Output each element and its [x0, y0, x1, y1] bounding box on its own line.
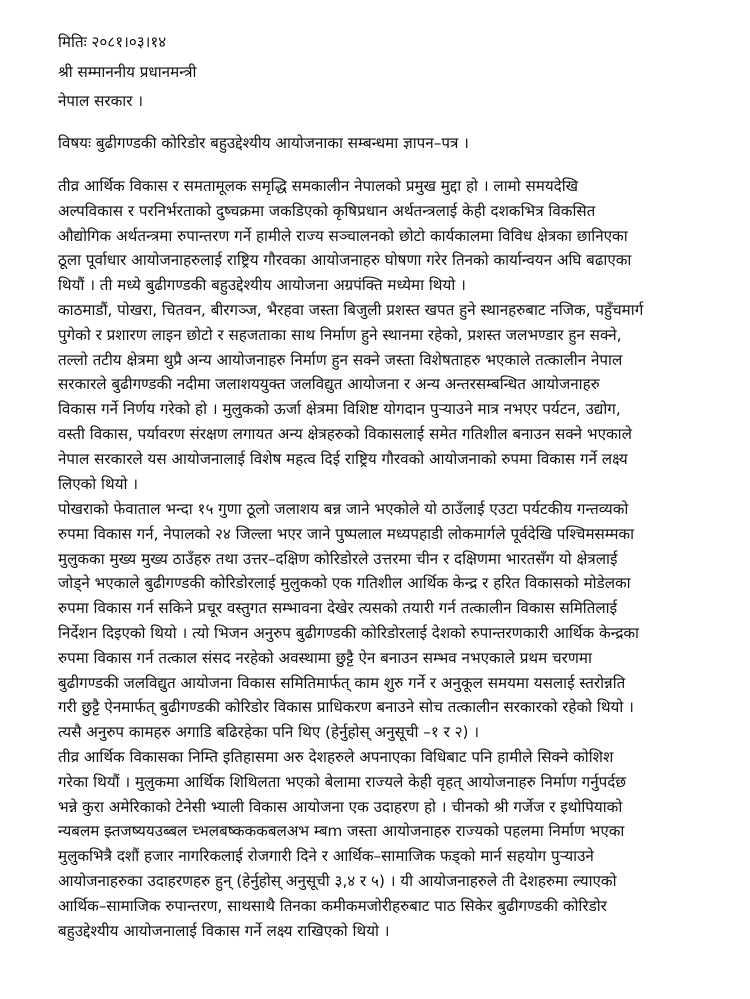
recipient-title: श्री सम्माननीय प्रधानमन्त्री — [58, 63, 197, 81]
paragraph-line: नेपाल सरकारले यस आयोजनालाई विशेष महत्व दिई राष्ट्रिय गौरवको आयोजनाको रुपमा विकास गर्ने लक्ष्य — [58, 449, 628, 468]
paragraph-line: लिएको थियो । — [58, 474, 139, 493]
paragraph-line: औद्योगिक अर्थतन्त्रमा रुपान्तरण गर्ने हामीले राज्य सञ्चालनको छोटो कार्यकालमा विविध क्षेत्रका छानिएका — [58, 226, 628, 245]
paragraph-line: अल्पविकास र परनिर्भरताको दुष्चक्रमा जकडिएको कृषिप्रधान अर्थतन्त्रलाई केही दशकभित्र विकसित — [58, 201, 596, 220]
paragraph-line: पोखराको फेवाताल भन्दा १५ गुणा ठूलो जलाशय बन्न जाने भएकोले यो ठाउँलाई एउटा पर्यटकीय गन्तव्यको — [58, 500, 629, 518]
paragraph-line: मुलुकभित्रै दशौं हजार नागरिकलाई रोजगारी दिने र आर्थिक–सामाजिक फड्को मार्न सहयोग पुर्‍याउने — [58, 847, 594, 866]
subject-line: विषयः बुढीगण्डकी कोरिडोर बहुउद्देश्यीय आयोजनाका सम्बन्धमा ज्ञापन–पत्र । — [58, 134, 469, 152]
paragraph-line: बहुउद्देश्यीय आयोजनालाई विकास गर्ने लक्ष्य राखिएको थियो । — [58, 921, 390, 940]
paragraph-line: त्यसै अनुरुप कामहरु अगाडि बढिरहेका पनि थिए (हेर्नुहोस् अनुसूची –१ र २) । — [58, 723, 480, 742]
recipient-org: नेपाल सरकार । — [58, 92, 143, 110]
paragraph-line: रुपमा विकास गर्न, नेपालको २४ जिल्ला भएर जाने पुष्पलाल मध्यपहाडी लोकमार्गले पूर्वदेखि पश्चिमसम्मका — [58, 524, 635, 543]
paragraph-line: न्यबलम झ्तजष्ययउब्बल च्भलबष्कककबलअभ म्बm जस्ता आयोजनाहरु राज्यको पहलमा निर्माण भएका — [58, 822, 625, 841]
body-paragraph-4 — [58, 745, 708, 943]
paragraph-line: काठमाडौं, पोखरा, चितवन, बीरगञ्ज, भैरहवा जस्ता बिजुली प्रशस्त खपत हुने स्थानहरुबाट नजिक, पहुँचमार्ग — [58, 301, 644, 319]
paragraph-line: गरी छुट्टै ऐनमार्फत् बुढीगण्डकी कोरिडोर विकास प्राधिकरण बनाउने सोच तत्कालीन सरकारको रहेको थियो । — [58, 698, 634, 717]
paragraph-line: आर्थिक–सामाजिक रुपान्तरण, साथसाथै तिनका कमीकमजोरीहरुबाट पाठ सिकेर बुढीगण्डकी कोरिडोर — [58, 896, 607, 915]
paragraph-line: वस्ती विकास, पर्यावरण संरक्षण लगायत अन्य क्षेत्रहरुको विकासलाई समेत गतिशील बनाउन सक्ने भएकाले — [58, 424, 632, 443]
paragraph-line: बुढीगण्डकी जलविद्युत आयोजना विकास समितिमार्फत् काम शुरु गर्ने र अनुकूल समयमा यसलाई स्तरोन्नति — [58, 673, 626, 692]
paragraph-line: सरकारले बुढीगण्डकी नदीमा जलाशययुक्त जलविद्युत आयोजना र अन्य अन्तरसम्बन्धित आयोजनाहरु — [58, 375, 600, 394]
paragraph-line: जोड्ने भएकाले बुढीगण्डकी कोरिडोरलाई मुलुकको एक गतिशील आर्थिक केन्द्र र हरित विकासको मोडेलका — [58, 574, 631, 593]
letter-date: मितिः २०८१।०३।१४ — [58, 33, 167, 51]
body-paragraph-2 — [58, 298, 708, 496]
paragraph-line: रुपमा विकास गर्न सकिने प्रचूर वस्तुगत सम्भावना देखेर त्यसको तयारी गर्न तत्कालीन विकास समितिलाई — [58, 599, 618, 618]
paragraph-line: गरेका थियौं । मुलुकमा आर्थिक शिथिलता भएको बेलामा राज्यले केही वृहत् आयोजनाहरु निर्माण गर्नुपर्दछ — [58, 772, 627, 791]
paragraph-line: विकास गर्ने निर्णय गरेको हो । मुलुकको ऊर्जा क्षेत्रमा विशिष्ट योगदान पुर्‍याउने मात्र नभएर पर्यटन, उद्योग, — [58, 400, 621, 419]
paragraph-line: ठूला पूर्वाधार आयोजनाहरुलाई राष्ट्रिय गौरवका आयोजनाहरु घोषणा गरेर तिनको कार्यान्वयन अघि बढाएका — [58, 251, 632, 270]
body-paragraph-3 — [58, 497, 708, 745]
paragraph-line: निर्देशन दिइएको थियो । त्यो भिजन अनुरुप बुढीगण्डकी कोरिडोरलाई देशको रुपान्तरणकारी आर्थिक केन्द्रका — [58, 623, 639, 642]
paragraph-line: आयोजनाहरुका उदाहरणहरु हुन् (हेर्नुहोस् अनुसूची ३,४ र ५) । यी आयोजनाहरुले ती देशहरुमा ल्याएको — [58, 871, 617, 890]
paragraph-line: तीव्र आर्थिक विकास र समतामूलक समृद्धि समकालीन नेपालको प्रमुख मुद्दा हो । लामो समयदेखि — [58, 177, 579, 195]
paragraph-line: तल्लो तटीय क्षेत्रमा थुप्रै अन्य आयोजनाहरु निर्माण हुन सक्ने जस्ता विशेषताहरु भएकाले तत्कालीन नेपाल — [58, 350, 623, 369]
body-paragraph-1 — [58, 174, 708, 298]
paragraph-line: तीव्र आर्थिक विकासका निम्ति इतिहासमा अरु देशहरुले अपनाएका विधिबाट पनि हामीले सिक्ने कोशिश — [58, 748, 614, 766]
paragraph-line: मुलुकका मुख्य मुख्य ठाउँहरु तथा उत्तर–दक्षिण कोरिडोरले उत्तरमा चीन र दक्षिणमा भारतसँग यो क्षेत्रलाई — [58, 549, 618, 568]
paragraph-line: थियौं । ती मध्ये बुढीगण्डकी बहुउद्देश्यीय आयोजना अग्रपंक्ति मध्येमा थियो । — [58, 276, 466, 295]
paragraph-line: पुगेको र प्रशारण लाइन छोटो र सहजताका साथ निर्माण हुने स्थानमा रहेको, प्रशस्त जलभण्डार हुन सक्ने, — [58, 325, 622, 344]
paragraph-line: रुपमा विकास गर्न तत्काल संसद नरहेको अवस्थामा छुट्टै ऐन बनाउन सम्भव नभएकाले प्रथम चरणमा — [58, 648, 592, 667]
paragraph-line: भन्ने कुरा अमेरिकाको टेनेसी भ्याली विकास आयोजना एक उदाहरण हो । चीनको श्री गर्जेज र इथोपियाको — [58, 797, 623, 816]
